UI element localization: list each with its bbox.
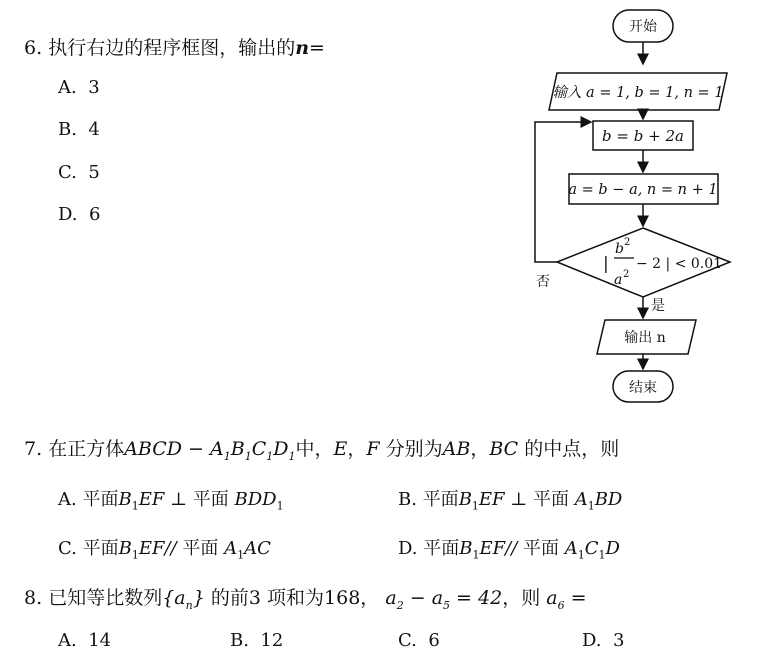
q7-number: 7. <box>24 438 43 460</box>
q6-option-c-value: 5 <box>88 162 100 183</box>
q7-E: E <box>333 438 348 460</box>
flow-end-text: 结束 <box>629 380 657 396</box>
flow-cond-rest: − 2 | < 0.01 <box>636 256 723 272</box>
q6-option-d-label: D. <box>58 204 78 225</box>
q7-option-b: B. 平面$B_1EF$ ⊥ 平面 $A_1BD$ <box>398 489 623 513</box>
flow-yes-label: 是 <box>651 298 665 314</box>
q6-option-b-value: 4 <box>88 119 100 140</box>
q6-stem-var: n <box>295 37 310 59</box>
q8-seq: $\{a_n\}$ <box>162 587 205 612</box>
q6-number: 6. <box>24 37 43 59</box>
q6-stem-eq: = <box>309 37 325 59</box>
q7-option-c: C. 平面$B_1EF//$ 平面 $A_1AC$ <box>58 538 271 562</box>
q8-option-c: C. 6 <box>398 630 440 651</box>
q6-option-c-label: C. <box>58 162 77 183</box>
q7-stem-a: 在正方体 <box>48 438 125 460</box>
q7-AB: AB <box>442 438 471 460</box>
q6-option-b-label: B. <box>58 119 77 140</box>
q6-option-a-label: A. <box>58 77 77 98</box>
q7-option-d: D. 平面$B_1EF//$ 平面 $A_1C_1D$ <box>398 538 620 562</box>
flow-cond-num: b <box>615 241 624 257</box>
q7-stem-b: 中， <box>295 438 334 460</box>
flow-cond-den: a <box>614 272 623 288</box>
flow-output-text: 输出 n <box>624 330 666 346</box>
q8-stem: 8. 已知等比数列$\{a_n\}$ 的前3 项和为168， $a_2 - a_5 = 42$，则 $a_6$ = <box>24 587 587 612</box>
flow-cond-den-exp: 2 <box>623 269 630 280</box>
q7-stem: 7. 在正方体ABCD − $A_1B_1C_1D_1$中，E，F 分别为AB，BC 的中点，则 <box>24 438 620 463</box>
flow-step1-text: b = b + 2a <box>602 127 684 145</box>
q7-stem-c: 分别为 <box>385 438 443 460</box>
flow-step2-text: a = b − a, n = n + 1 <box>568 182 718 198</box>
q7-F: F <box>366 438 380 460</box>
q7-stem-d: 的中点，则 <box>524 438 620 460</box>
flow-cond-num-exp: 2 <box>624 237 631 248</box>
q7-option-a: A. 平面$B_1EF$ ⊥ 平面 $BDD_1$ <box>58 489 284 513</box>
q8-eq1: $a_2 - a_5 = 42$ <box>385 587 503 612</box>
flow-cond-bar: | <box>603 254 609 274</box>
q8-option-b: B. 12 <box>230 630 284 651</box>
q6-stem-text: 执行右边的程序框图，输出的 <box>48 37 296 59</box>
q7-cube: ABCD − $A_1B_1C_1D_1$ <box>124 438 296 463</box>
q7-BC: BC <box>489 438 519 460</box>
q8-eq2: $a_6$ = <box>546 587 587 612</box>
flow-no-label: 否 <box>536 274 550 290</box>
q8-option-d: D. 3 <box>582 630 625 651</box>
q6-option-d-value: 6 <box>88 204 101 225</box>
q8-number: 8. <box>24 587 43 609</box>
q8-option-a: A. 14 <box>58 630 112 651</box>
flow-start-text: 开始 <box>629 19 657 35</box>
q6-option-a-value: 3 <box>88 77 100 98</box>
flow-input-text: 输入 a = 1, b = 1, n = 1 <box>552 85 724 101</box>
